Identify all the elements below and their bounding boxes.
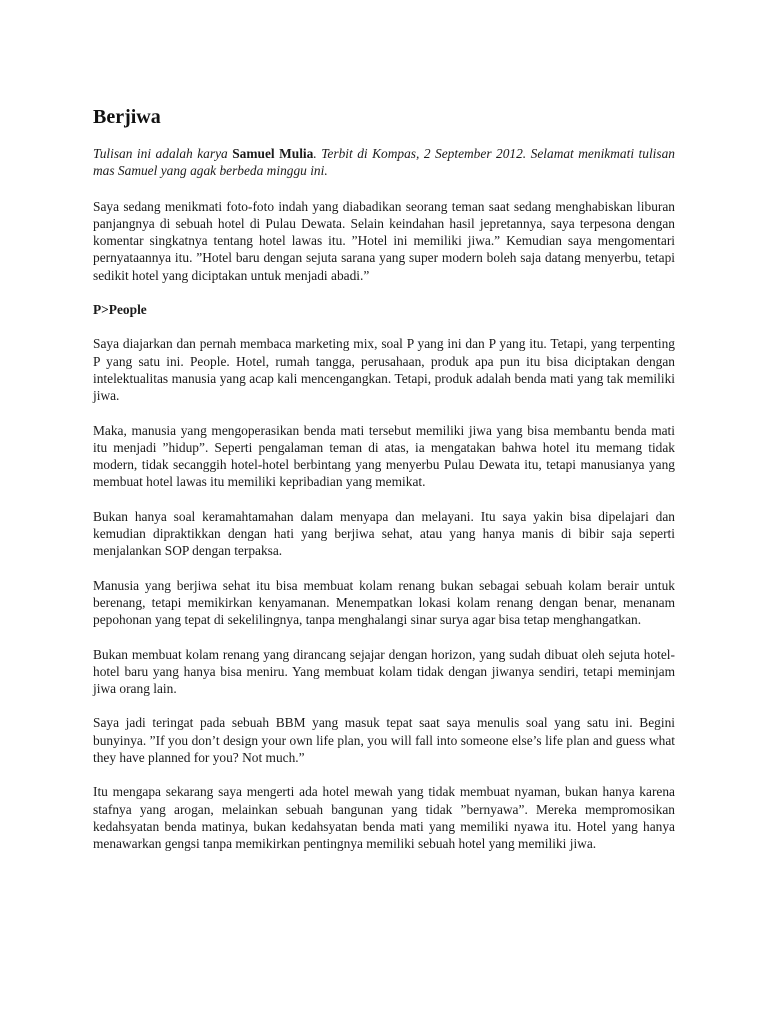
author-name: Samuel Mulia	[232, 146, 314, 161]
paragraph-7: Saya jadi teringat pada sebuah BBM yang masuk tepat saat saya menulis soal yang satu ini. Begini bunyinya. ”If you don’t design your own life plan, you will fall into someone else’s life plan and guess what they have planned for you? Not much.”	[93, 715, 675, 766]
paragraph-8: Itu mengapa sekarang saya mengerti ada hotel mewah yang tidak membuat nyaman, bukan hanya karena stafnya yang arogan, melainkan sebuah bangunan yang tidak ”bernyawa”. Mereka mempromosikan kedahsyatan benda matinya, bukan kedahsyatan benda mati yang memiliki nyawa itu. Hotel yang hanya menawarkan gengsi tanpa memikirkan pentingnya memiliki sebuah hotel yang memiliki jiwa.	[93, 784, 675, 852]
paragraph-3: Maka, manusia yang mengoperasikan benda mati tersebut memiliki jiwa yang bisa membantu benda mati itu menjadi ”hidup”. Seperti pengalaman teman di atas, ia mengatakan bahwa hotel itu memang tidak modern, tidak secanggih hotel-hotel berbintang yang menyerbu Pulau Dewata itu, tetapi manusianya yang membuat hotel lawas itu memiliki kepribadian yang memikat.	[93, 422, 675, 490]
intro-prefix: Tulisan ini adalah karya	[93, 146, 233, 161]
paragraph-2: Saya diajarkan dan pernah membaca marketing mix, soal P yang ini dan P yang itu. Tetapi, yang terpenting P yang satu ini. People. Hotel, rumah tangga, perusahaan, produk apa pun itu bisa diciptakan dengan intelektualitas manusia yang acap kali mencengangkan. Tetapi, produk adalah benda mati yang tak memiliki jiwa.	[93, 336, 675, 404]
paragraph-4: Bukan hanya soal keramahtamahan dalam menyapa dan melayani. Itu saya yakin bisa dipelajari dan kemudian dipraktikkan dengan hati yang berjiwa sehat, atau yang hanya manis di bibir saja seperti menjalankan SOP dengan terpaksa.	[93, 508, 675, 559]
paragraph-1: Saya sedang menikmati foto-foto indah yang diabadikan seorang teman saat sedang menghabiskan liburan panjangnya di sebuah hotel di Pulau Dewata. Selain keindahan hasil jepretannya, saya terpesona dengan komentar singkatnya tentang hotel lawas itu. ”Hotel ini memiliki jiwa.” Kemudian saya mengomentari pernyataannya itu. ”Hotel baru dengan sejuta sarana yang super modern boleh saja datang menyerbu, tetapi sedikit hotel yang diciptakan untuk menjadi abadi.”	[93, 198, 675, 283]
section-heading: P>People	[93, 302, 147, 318]
document-page	[93, 104, 675, 870]
intro-paragraph	[93, 145, 675, 180]
paragraph-6: Bukan membuat kolam renang yang dirancang sejajar dengan horizon, yang sudah dibuat oleh sejuta hotel-hotel baru yang hanya bisa meniru. Yang membuat kolam tidak dengan jiwanya sendiri, tetapi meminjam jiwa orang lain.	[93, 646, 675, 697]
paragraph-5: Manusia yang berjiwa sehat itu bisa membuat kolam renang bukan sebagai sebuah kolam berair untuk berenang, tetapi memikirkan kenyamanan. Menempatkan lokasi kolam renang dengan benar, menanam pepohonan yang tepat di sekelilingnya, tanpa menghalangi sinar surya agar bisa tetap menghangatkan.	[93, 577, 675, 628]
document-title: Berjiwa	[93, 106, 161, 128]
intro-suffix: . Terbit di Kompas, 2 September 2012. Selamat menikmati tulisan mas Samuel yang agak berbeda minggu ini.	[93, 146, 675, 179]
